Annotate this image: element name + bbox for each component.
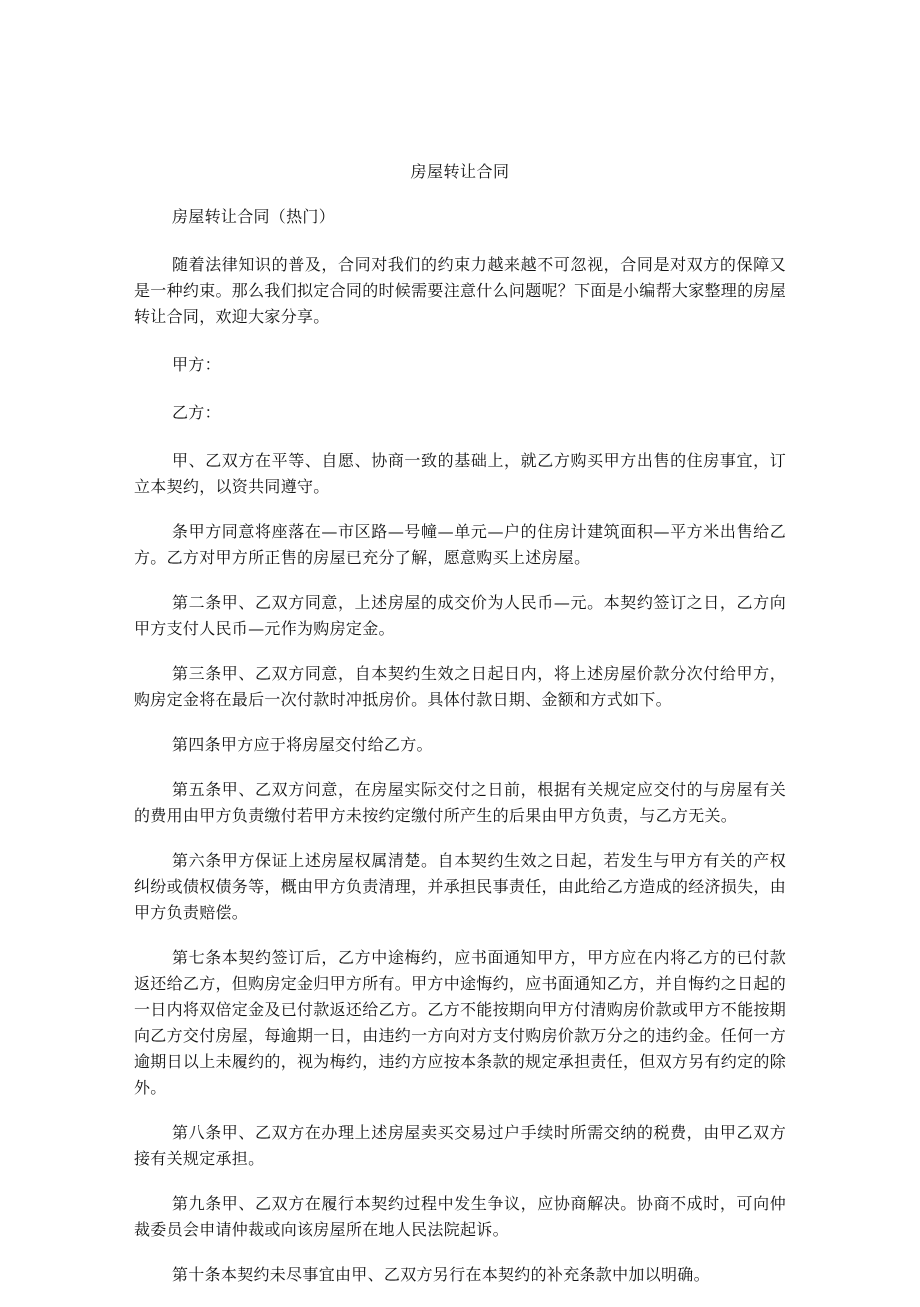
article-10-paragraph: 第十条本契约未尽事宜由甲、乙双方另行在本契约的补充条款中加以明确。 — [172, 1265, 710, 1284]
article-8-paragraph: 第八条甲、乙双方在办理上述房屋卖买交易过户手续时所需交纳的税费，由甲乙双方接有关规定承担。 — [134, 1123, 786, 1168]
document-title: 房屋转让合同 — [410, 162, 510, 181]
article-9-paragraph: 第九条甲、乙双方在履行本契约过程中发生争议，应协商解决。协商不成时，可向仲裁委员会申请仲裁或向该房屋所在地人民法院起诉。 — [134, 1194, 786, 1239]
document-body — [134, 204, 786, 1307]
preamble-paragraph: 甲、乙双方在平等、自愿、协商一致的基础上，就乙方购买甲方出售的住房事宜，订立本契约，以资共同遵守。 — [134, 451, 786, 496]
article-3-paragraph: 第三条甲、乙双方同意，自本契约生效之日起日内，将上述房屋价款分次付给甲方，购房定金将在最后一次付款时冲抵房价。具体付款日期、金额和方式如下。 — [134, 664, 786, 709]
subtitle-paragraph: 房屋转让合同（热门） — [172, 207, 336, 226]
party-b-line: 乙方： — [172, 403, 221, 422]
article-7-paragraph: 第七条本契约签订后，乙方中途梅约，应书面通知甲方，甲方应在内将乙方的已付款返还给乙方，但购房定金归甲方所有。甲方中途悔约，应书面通知乙方，并自悔约之日起的一日内将双倍定金及已付款返还给乙方。乙方不能按期向甲方付清购房价款或甲方不能按期向乙方交付房屋，每逾期一日，由违约一方向对方支付购房价款万分之的违约金。任何一方逾期日以上未履约的，视为梅约，违约方应按本条款的规定承担责任，但双方另有约定的除外。 — [134, 948, 787, 1097]
article-5-paragraph: 第五条甲、乙双方问意，在房屋实际交付之日前，根据有关规定应交付的与房屋有关的费用由甲方负责缴付若甲方未按约定缴付所产生的后果由甲方负责，与乙方无关。 — [134, 780, 786, 825]
article-1-paragraph: 条甲方同意将座落在—市区路—号幢—单元—户的住房计建筑面积—平方米出售给乙方。乙方对甲方所正售的房屋已充分了解，愿意购买上述房屋。 — [134, 522, 786, 567]
article-2-paragraph: 第二条甲、乙双方同意，上述房屋的成交价为人民币—元。本契约签订之日，乙方向甲方支付人民币—元作为购房定金。 — [134, 593, 786, 638]
article-4-paragraph: 第四条甲方应于将房屋交付给乙方。 — [172, 735, 433, 754]
intro-paragraph: 随着法律知识的普及，合同对我们的约束力越来越不可忽视，合同是对双方的保障又是一种约束。那么我们拟定合同的时候需要注意什么问题呢？下面是小编帮大家整理的房屋转让合同，欢迎大家分享。 — [134, 255, 787, 326]
party-a-line: 甲方： — [172, 355, 221, 374]
article-6-paragraph: 第六条甲方保证上述房屋权属清楚。自本契约生效之日起，若发生与甲方有关的产权纠纷或债权债务等，概由甲方负责清理，并承担民事责任，由此给乙方造成的经济损失，由甲方负责赔偿。 — [134, 851, 787, 922]
